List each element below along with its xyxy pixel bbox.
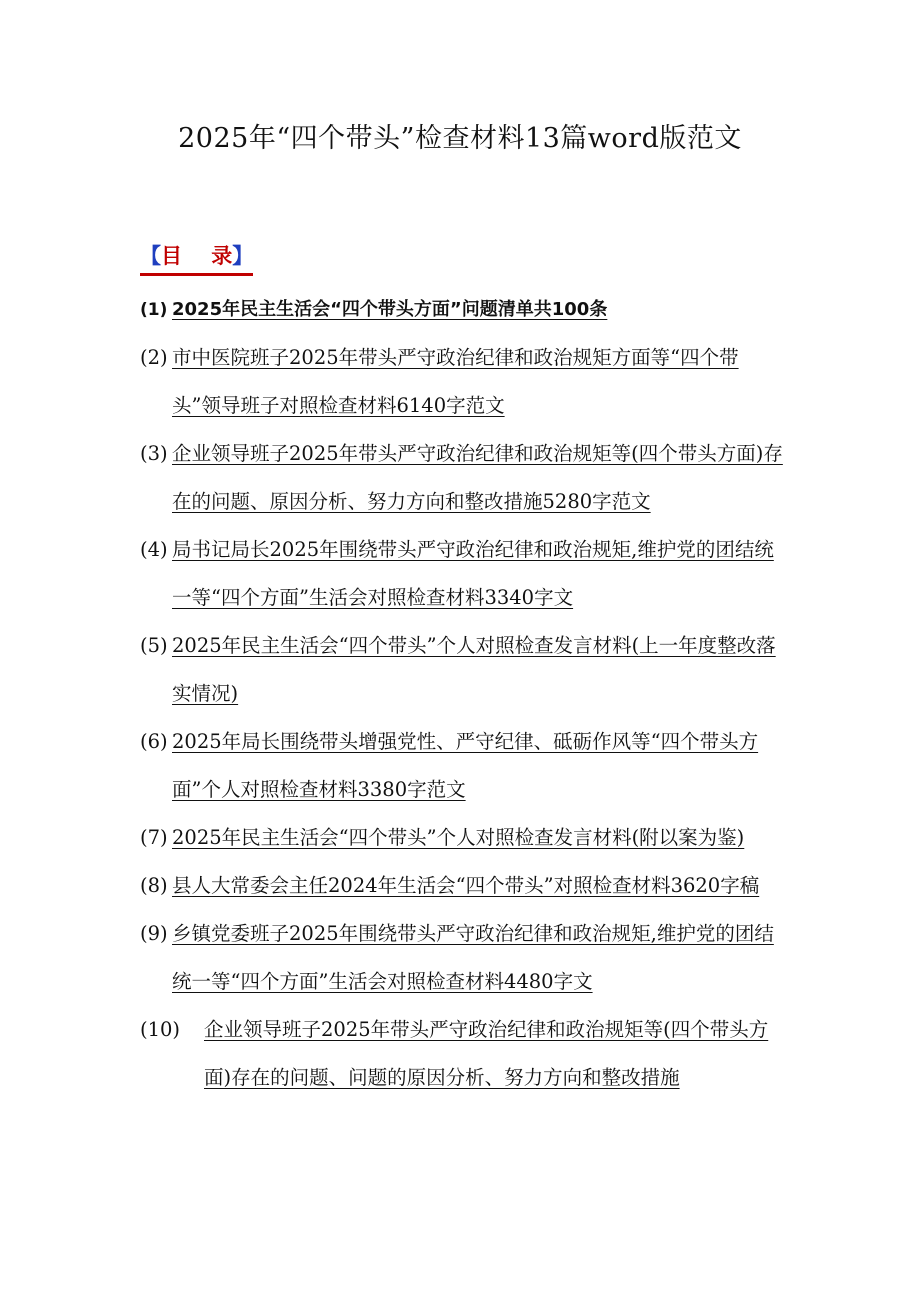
toc-item-2 [140, 334, 785, 430]
toc-heading-text: 目 录 [161, 244, 233, 268]
toc-item-link[interactable]: 县人大常委会主任2024年生活会“四个带头”对照检查材料3620字稿 [172, 874, 760, 897]
toc-item-3 [140, 430, 785, 526]
toc-item-link[interactable]: 局书记局长2025年围绕带头严守政治纪律和政治规矩,维护党的团结统一等“四个方面”生活会对照检查材料3340字文 [172, 538, 774, 609]
toc-heading-open-bracket: 【 [140, 244, 161, 268]
toc-item-number: (10) [140, 1018, 181, 1041]
toc-item-1 [140, 286, 785, 334]
toc-item-number: (5) [140, 634, 168, 657]
toc-item-link[interactable]: 市中医院班子2025年带头严守政治纪律和政治规矩方面等“四个带头”领导班子对照检查材料6140字范文 [172, 346, 739, 417]
toc-heading [140, 240, 253, 276]
toc-item-link[interactable]: 乡镇党委班子2025年围绕带头严守政治纪律和政治规矩,维护党的团结统一等“四个方面”生活会对照检查材料4480字文 [172, 922, 774, 993]
toc-item-link[interactable]: 企业领导班子2025年带头严守政治纪律和政治规矩等(四个带头方面)存在的问题、原因分析、努力方向和整改措施5280字范文 [172, 442, 783, 513]
toc-item-7 [140, 814, 785, 862]
toc-item-link[interactable]: 2025年局长围绕带头增强党性、严守纪律、砥砺作风等“四个带头方面”个人对照检查材料3380字范文 [172, 730, 759, 801]
toc-item-10 [140, 1006, 785, 1102]
toc-item-4 [140, 526, 785, 622]
toc-item-link[interactable]: 2025年民主生活会“四个带头”个人对照检查发言材料(附以案为鉴) [172, 826, 745, 849]
toc-item-link[interactable]: 企业领导班子2025年带头严守政治纪律和政治规矩等(四个带头方面)存在的问题、问题的原因分析、努力方向和整改措施 [204, 1018, 769, 1089]
toc-item-number: (7) [140, 826, 168, 849]
toc-item-number: (2) [140, 346, 168, 369]
toc-item-number: (6) [140, 730, 168, 753]
toc-item-number: (9) [140, 922, 168, 945]
toc-list [140, 286, 785, 1102]
toc-item-6 [140, 718, 785, 814]
toc-item-number: (8) [140, 874, 168, 897]
toc-item-5 [140, 622, 785, 718]
toc-item-8 [140, 862, 785, 910]
toc-item-9 [140, 910, 785, 1006]
toc-item-number: (1) [140, 300, 168, 320]
toc-item-number: (3) [140, 442, 168, 465]
document-title: 2025年“四个带头”检查材料13篇word版范文 [178, 123, 742, 154]
toc-item-link[interactable]: 2025年民主生活会“四个带头”个人对照检查发言材料(上一年度整改落实情况) [172, 634, 776, 705]
toc-item-number: (4) [140, 538, 168, 561]
toc-item-link[interactable]: 2025年民主生活会“四个带头方面”问题清单共100条 [172, 299, 608, 320]
toc-heading-close-bracket: 】 [232, 244, 254, 268]
